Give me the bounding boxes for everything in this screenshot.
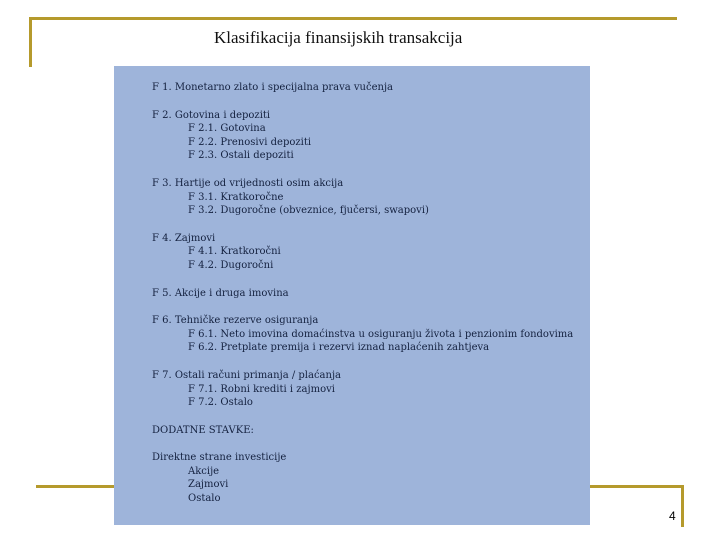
decorative-top-rule <box>29 17 677 20</box>
classification-subitem: F 2.3. Ostali depoziti <box>188 150 294 162</box>
classification-heading: F 1. Monetarno zlato i specijalna prava vučenja <box>152 82 394 93</box>
classification-heading: F 7. Ostali računi primanja / plaćanja <box>152 369 342 381</box>
classification-heading: F 3. Hartije od vrijednosti osim akcija <box>152 177 344 189</box>
classification-subitem: F 7.1. Robni krediti i zajmovi <box>188 383 335 395</box>
classification-subitem: F 3.1. Kratkoročne <box>188 191 284 203</box>
classification-subitem: F 6.1. Neto imovina domaćinstva u osiguranju života i penzionim fondovima <box>188 328 574 340</box>
classification-subitem: F 2.2. Prenosivi depoziti <box>188 136 312 148</box>
page-number: 4 <box>669 509 676 523</box>
classification-subitem: F 3.2. Dugoročne (obveznice, fjučersi, swapovi) <box>188 205 429 217</box>
classification-subitem: Ostalo <box>188 493 221 505</box>
decorative-left-rule <box>29 17 32 67</box>
classification-subitem: Akcije <box>188 465 220 477</box>
classification-subitem: F 6.2. Pretplate premija i rezervi iznad naplaćenih zahtjeva <box>188 342 490 354</box>
classification-subitem: F 2.1. Gotovina <box>188 123 266 135</box>
classification-heading: F 5. Akcije i druga imovina <box>152 287 289 299</box>
classification-heading: F 6. Tehničke rezerve osiguranja <box>152 315 319 327</box>
classification-heading: DODATNE STAVKE: <box>152 424 254 436</box>
classification-subitem: Zajmovi <box>188 479 229 491</box>
decorative-right-rule <box>681 485 684 527</box>
classification-list <box>152 81 582 506</box>
classification-subitem: F 4.2. Dugoročni <box>188 259 274 271</box>
classification-heading: Direktne strane investicije <box>152 452 287 464</box>
classification-subitem: F 4.1. Kratkoročni <box>188 246 281 258</box>
classification-subitem: F 7.2. Ostalo <box>188 397 253 409</box>
classification-image <box>114 66 590 525</box>
classification-heading: F 4. Zajmovi <box>152 232 216 244</box>
slide-title: Klasifikacija finansijskih transakcija <box>214 28 463 47</box>
classification-heading: F 2. Gotovina i depoziti <box>152 109 271 121</box>
